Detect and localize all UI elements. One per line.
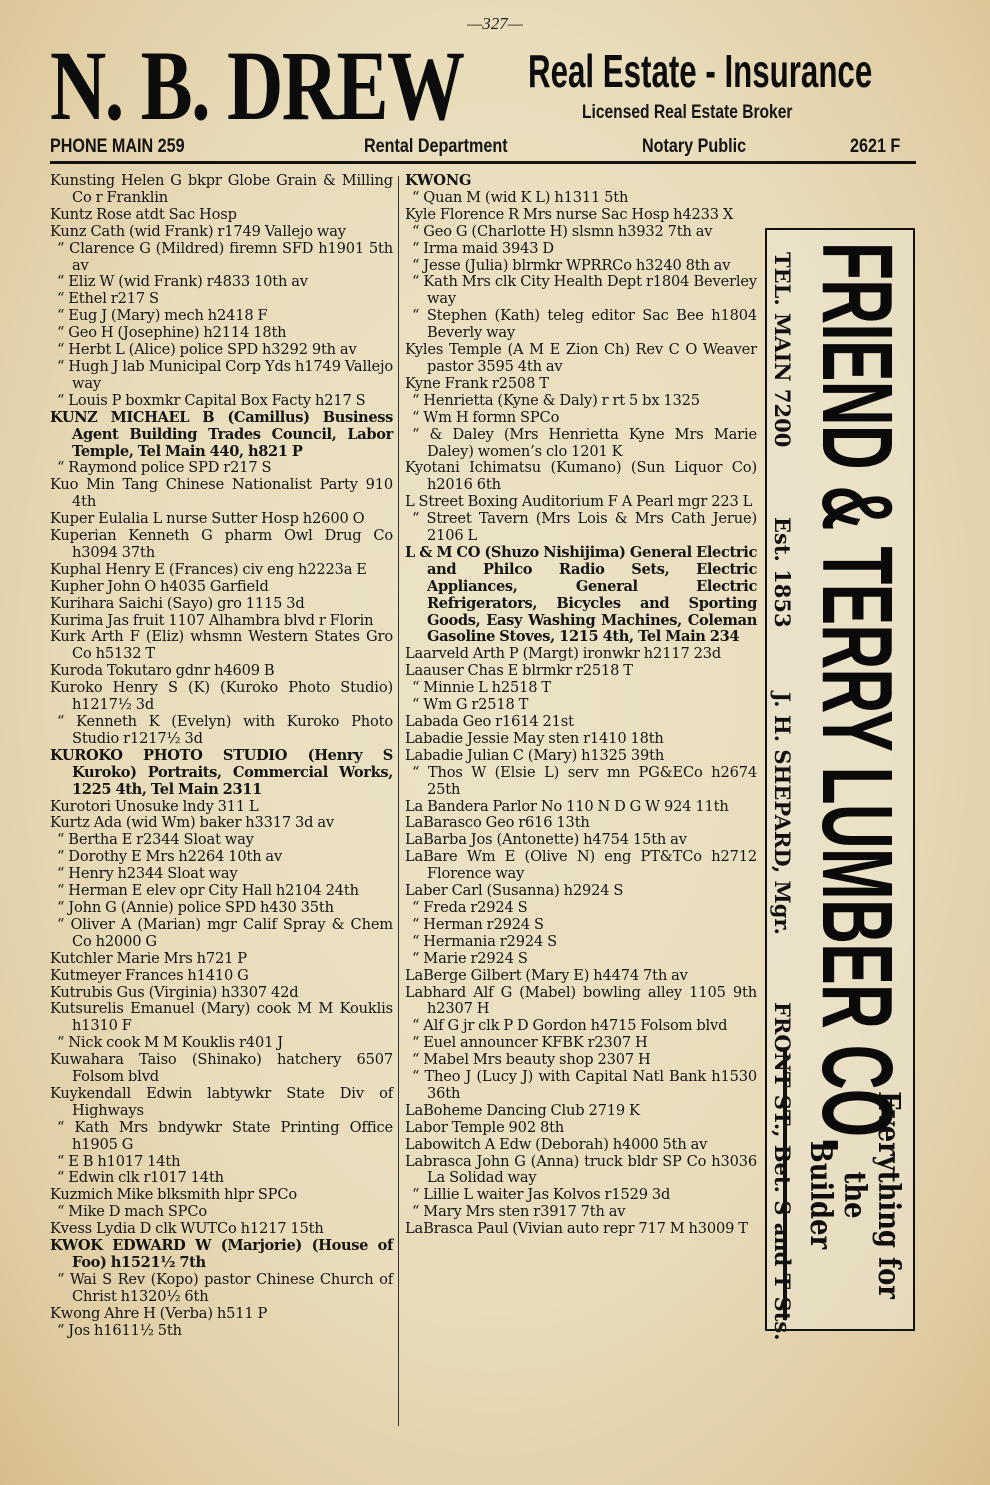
directory-entry: “ Nick cook M M Kouklis r401 J	[57, 1034, 283, 1052]
right-column	[405, 173, 757, 1238]
directory-heading: KWONG	[405, 172, 472, 189]
directory-entry: “ Theo J (Lucy J) with Capital Natl Bank h1530 36th	[412, 1068, 757, 1102]
directory-entry: Kuperian Kenneth G pharm Owl Drug Co h3094 37th	[50, 527, 393, 561]
directory-entry: KUROKO PHOTO STUDIO (Henry S Kuroko) Portraits, Commercial Works, 1225 4th, Tel Main 2311	[50, 746, 393, 798]
directory-entry: Kyotani Ichimatsu (Kumano) (Sun Liquor Co) h2016 6th	[405, 459, 757, 494]
directory-entry: “ Irma maid 3943 D	[412, 239, 554, 257]
directory-entry: Kurk Arth F (Eliz) whsmn Western States Gro Co h5132 T	[50, 628, 393, 663]
directory-entry: Kvess Lydia D clk WUTCo h1217 15th	[50, 1220, 324, 1238]
ad-slogan	[803, 1079, 905, 1311]
directory-entry: “ Freda r2924 S	[412, 898, 528, 916]
header-info-bar	[50, 136, 916, 158]
directory-entry: “ Jesse (Julia) blrmkr WPRRCo h3240 8th av	[412, 256, 731, 274]
directory-entry: “ Street Tavern (Mrs Lois & Mrs Cath Jerue) 2106 L	[412, 510, 757, 545]
directory-entry: Kuphal Henry E (Frances) civ eng h2223a E	[50, 560, 367, 578]
directory-entry: “ Herbt L (Alice) police SPD h3292 9th av	[57, 341, 357, 359]
page-number: —327—	[467, 14, 523, 33]
header-subtitle: Licensed Real Estate Broker	[582, 102, 793, 123]
directory-entry: “ Wai S Rev (Kopo) pastor Chinese Church of Christ h1320½ 6th	[57, 1270, 393, 1305]
directory-entry: La Bandera Parlor No 110 N D G W 924 11th	[405, 797, 729, 815]
directory-entry: Kuzmich Mike blksmith hlpr SPCo	[50, 1186, 298, 1204]
directory-entry: Labor Temple 902 8th	[405, 1118, 565, 1136]
directory-entry: Kuykendall Edwin labtywkr State Div of Highways	[50, 1084, 393, 1119]
directory-entry: Kunsting Helen G bkpr Globe Grain & Milling Co r Franklin	[50, 172, 393, 206]
directory-entry: “ Mary Mrs sten r3917 7th av	[412, 1203, 626, 1221]
directory-entry: “ Dorothy E Mrs h2264 10th av	[57, 848, 283, 866]
side-advertisement-content	[763, 230, 913, 1341]
left-column	[50, 173, 393, 1340]
side-advertisement	[765, 228, 915, 1341]
directory-entry: “ Eliz W (wid Frank) r4833 10th av	[57, 273, 308, 291]
directory-entry: Kutchler Marie Mrs h721 P	[50, 949, 247, 967]
directory-entry: “ Ethel r217 S	[57, 290, 159, 308]
directory-entry: Kuper Eulalia L nurse Sutter Hosp h2600 O	[50, 510, 365, 528]
directory-entry: “ Herman E elev opr City Hall h2104 24th	[57, 882, 359, 900]
directory-entry: “ Quan M (wid K L) h1311 5th	[412, 188, 629, 206]
directory-entry: “ Minnie L h2518 T	[412, 679, 551, 697]
ad-details-row	[770, 242, 801, 1341]
ad-slogan-line1: Everything for the	[837, 1091, 906, 1299]
header-rule	[50, 161, 916, 164]
directory-entry: Kurotori Unosuke lndy 311 L	[50, 797, 259, 815]
directory-entry: L & M CO (Shuzo Nishijima) General Electric and Philco Radio Sets, Electric Appliances, General Electric Refrigerators, Bicycles and Sporting Goods, Easy Washing Machines, Coleman Gasoline Stoves, 1215 4th, Tel Main 234	[405, 543, 757, 646]
directory-entry: “ Henrietta (Kyne & Daly) r rt 5 bx 1325	[412, 391, 700, 409]
directory-entry: “ Kath Mrs bndywkr State Printing Office h1905 G	[57, 1118, 393, 1153]
directory-entry: KUNZ MICHAEL B (Camillus) Business Agent Building Trades Council, Labor Temple, Tel Main 440, h821 P	[50, 408, 393, 460]
header-department: Rental Department	[364, 136, 508, 157]
directory-entry: Kuwahara Taiso (Shinako) hatchery 6507 Folsom blvd	[50, 1051, 393, 1086]
directory-entry: Laarveld Arth P (Margt) ironwkr h2117 23d	[405, 645, 722, 663]
directory-entry: “ Marie r2924 S	[412, 949, 528, 967]
directory-entry: “ Hugh J lab Municipal Corp Yds h1749 Vallejo way	[57, 357, 393, 392]
header-address: 2621 F	[850, 136, 901, 157]
directory-entry: “ Mabel Mrs beauty shop 2307 H	[412, 1051, 651, 1069]
directory-entry: “ Eug J (Mary) mech h2418 F	[57, 307, 268, 325]
directory-entry: “ John G (Annie) police SPD h430 35th	[57, 898, 334, 916]
directory-entry: Kurima Jas fruit 1107 Alhambra blvd r Florin	[50, 611, 374, 629]
directory-entry: “ Hermania r2924 S	[412, 932, 557, 950]
directory-entry: “ Euel announcer KFBK r2307 H	[412, 1034, 648, 1052]
directory-entry: LaBarba Jos (Antonette) h4754 15th av	[405, 831, 687, 849]
directory-entry: “ Stephen (Kath) teleg editor Sac Bee h1804 Beverly way	[412, 307, 757, 342]
directory-entry: “ & Daley (Mrs Henrietta Kyne Mrs Marie Daley) women’s clo 1201 K	[412, 425, 757, 460]
header-tagline: Real Estate - Insurance	[528, 45, 873, 97]
ad-manager: J. H. SHEPARD, Mgr.	[770, 692, 795, 935]
directory-entry: LaBerge Gilbert (Mary E) h4474 7th av	[405, 966, 688, 984]
ad-address: FRONT ST., Bet. S and T Sts.	[770, 1002, 795, 1341]
directory-entry: Labadie Jessie May sten r1410 18th	[405, 729, 664, 747]
directory-entry: Kutmeyer Frances h1410 G	[50, 966, 249, 984]
directory-entry: Kutrubis Gus (Virginia) h3307 42d	[50, 983, 299, 1001]
directory-entry: Kuroda Tokutaro gdnr h4609 B	[50, 662, 275, 680]
directory-entry: Kurihara Saichi (Sayo) gro 1115 3d	[50, 594, 305, 612]
directory-entry: LaBarasco Geo r616 13th	[405, 814, 590, 832]
directory-entry: Kurtz Ada (wid Wm) baker h3317 3d av	[50, 814, 335, 832]
ad-established: Est. 1853	[770, 517, 795, 628]
directory-entry: “ Thos W (Elsie L) serv mn PG&ECo h2674 25th	[412, 763, 757, 798]
directory-entry: “ Raymond police SPD r217 S	[57, 459, 272, 477]
directory-entry: “ Bertha E r2344 Sloat way	[57, 831, 254, 849]
directory-entry: “ Wm G r2518 T	[412, 696, 529, 714]
directory-entry: “ Kath Mrs clk City Health Dept r1804 Beverley way	[412, 273, 757, 308]
directory-entry: “ Wm H formn SPCo	[412, 408, 560, 426]
directory-entry: “ Henry h2344 Sloat way	[57, 865, 238, 883]
directory-entry: “ Clarence G (Mildred) firemn SFD h1901 5th av	[57, 239, 393, 274]
directory-entry: Kuroko Henry S (K) (Kuroko Photo Studio) h1217½ 3d	[50, 679, 393, 714]
header-business-name: N. B. DREW	[50, 30, 464, 141]
directory-entry: “ Edwin clk r1017 14th	[57, 1169, 224, 1187]
directory-entry: Kyne Frank r2508 T	[405, 374, 549, 392]
directory-entry: Kunz Cath (wid Frank) r1749 Vallejo way	[50, 222, 346, 240]
directory-entry: “ Geo H (Josephine) h2114 18th	[57, 324, 287, 342]
ad-phone: TEL. MAIN 7200	[770, 252, 795, 448]
directory-entry: LaBrasca Paul (Vivian auto repr 717 M h3009 T	[405, 1220, 748, 1238]
column-divider	[398, 176, 399, 1426]
directory-entry: LaBare Wm E (Olive N) eng PT&TCo h2712 Florence way	[405, 848, 757, 883]
directory-entry: “ Herman r2924 S	[412, 915, 544, 933]
directory-entry: LaBoheme Dancing Club 2719 K	[405, 1101, 640, 1119]
directory-entry: Laauser Chas E blrmkr r2518 T	[405, 662, 633, 680]
directory-entry: Labowitch A Edw (Deborah) h4000 5th av	[405, 1135, 708, 1153]
directory-entry: Kupher John O h4035 Garfield	[50, 577, 269, 595]
directory-entry: Kuo Min Tang Chinese Nationalist Party 910 4th	[50, 476, 393, 511]
directory-entry: “ Lillie L waiter Jas Kolvos r1529 3d	[412, 1186, 671, 1204]
directory-entry: “ Oliver A (Marian) mgr Calif Spray & Chem Co h2000 G	[57, 915, 393, 950]
directory-entry: L Street Boxing Auditorium F A Pearl mgr 223 L	[405, 493, 753, 511]
ad-company-name: FRIEND & TERRY LUMBER CO.	[801, 242, 913, 1154]
directory-entry: Kyles Temple (A M E Zion Ch) Rev C O Weaver pastor 3595 4th av	[405, 341, 757, 375]
directory-entry: Kutsurelis Emanuel (Mary) cook M M Kouklis h1310 F	[50, 1000, 393, 1035]
directory-entry: “ Alf G jr clk P D Gordon h4715 Folsom blvd	[412, 1017, 728, 1035]
directory-entry: “ Kenneth K (Evelyn) with Kuroko Photo Studio r1217½ 3d	[57, 713, 393, 747]
directory-entry: Labadie Julian C (Mary) h1325 39th	[405, 746, 665, 764]
directory-entry: “ E B h1017 14th	[57, 1152, 181, 1170]
header-phone: PHONE MAIN 259	[50, 136, 185, 157]
directory-entry: Kyle Florence R Mrs nurse Sac Hosp h4233 X	[405, 205, 734, 223]
directory-entry: “ Louis P boxmkr Capital Box Facty h217 S	[57, 391, 366, 409]
directory-entry: Laber Carl (Susanna) h2924 S	[405, 882, 624, 900]
directory-entry: Kuntz Rose atdt Sac Hosp	[50, 205, 237, 223]
directory-entry: “ Mike D mach SPCo	[57, 1203, 207, 1221]
ad-slogan-line2: Builder	[803, 1140, 838, 1250]
header-notary: Notary Public	[642, 136, 747, 157]
directory-entry: Kwong Ahre H (Verba) h511 P	[50, 1304, 268, 1322]
directory-entry: Labhard Alf G (Mabel) bowling alley 1105 9th h2307 H	[405, 983, 757, 1018]
directory-entry: Labada Geo r1614 21st	[405, 713, 574, 730]
directory-entry: “ Jos h1611½ 5th	[57, 1321, 182, 1339]
directory-entry: “ Geo G (Charlotte H) slsmn h3932 7th av	[412, 222, 713, 240]
directory-entry: Labrasca John G (Anna) truck bldr SP Co h3036 La Solidad way	[405, 1152, 757, 1187]
directory-entry: KWOK EDWARD W (Marjorie) (House of Foo) h1521½ 7th	[50, 1237, 393, 1271]
